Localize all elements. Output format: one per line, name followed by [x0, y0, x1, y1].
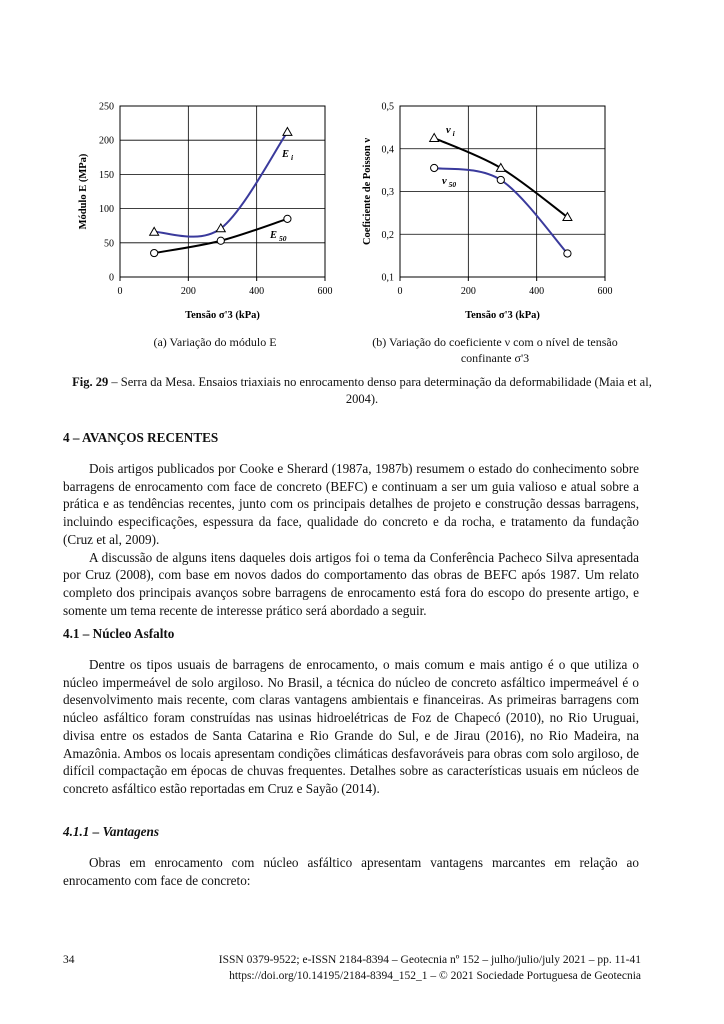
data-point-triangle [283, 127, 292, 135]
subcaption-b [350, 334, 640, 366]
y-tick-label: 50 [104, 238, 114, 250]
footer-doi: https://doi.org/10.14195/2184-8394_152_1 – © 2021 Sociedade Portuguesa de Geotecnia [229, 970, 641, 982]
y-axis-label: Módulo E (MPa) [78, 153, 89, 230]
data-point-circle [497, 176, 504, 183]
data-point-triangle [430, 134, 439, 142]
x-tick-label: 0 [117, 286, 123, 297]
x-tick-label: 200 [180, 286, 196, 297]
data-point-triangle [496, 163, 505, 171]
data-point-circle [431, 164, 438, 171]
x-axis-label: Tensão σ'3 (kPa) [465, 310, 540, 321]
x-tick-label: 200 [460, 286, 476, 297]
y-tick-label: 0,1 [381, 272, 394, 284]
subcaption-b-line1: (b) Variação do coeficiente ν com o nível de tensão [372, 335, 618, 349]
x-tick-label: 0 [397, 286, 403, 297]
y-tick-label: 0,3 [381, 187, 394, 198]
section-4-1-1-paragraph-1: Obras em enrocamento com núcleo asfáltico apresentam vantagens marcantes em relação ao enrocamento com face de concreto: [63, 855, 639, 888]
series-label [442, 176, 456, 189]
series-label [446, 125, 456, 138]
data-point-circle [217, 237, 224, 244]
footer-issn: ISSN 0379-9522; e-ISSN 2184-8394 – Geotecnia nº 152 – julho/julio/july 2021 – pp. 11-41 [218, 954, 641, 966]
y-tick-label: 200 [99, 135, 114, 147]
subcaption-b-line2: confinante σ'3 [460, 351, 530, 365]
series-label-main: ν [442, 176, 447, 187]
subcaption-a-text: (a) Variação do módulo E [153, 335, 277, 349]
section-4-body [63, 460, 639, 619]
footer-page-number: 34 [63, 954, 75, 966]
section-4-heading: 4 – AVANÇOS RECENTES [63, 430, 219, 445]
section-4-1-heading: 4.1 – Núcleo Asfalto [63, 626, 175, 641]
chart-poisson-svg [352, 92, 620, 332]
series-label-main: E [282, 149, 290, 160]
chart-modulo-e-svg [70, 92, 340, 332]
x-axis-label: Tensão σ'3 (kPa) [185, 310, 260, 321]
data-point-circle [284, 215, 291, 222]
section-4-1-1-body [63, 854, 639, 889]
series-label [281, 149, 294, 162]
series-line [154, 132, 290, 237]
series-label [269, 230, 287, 243]
x-tick-label: 400 [529, 286, 545, 297]
section-4-1-paragraph-1: Dentre os tipos usuais de barragens de enrocamento, o mais comum e mais antigo é o que utiliza o núcleo impermeável de solo argiloso. No Brasil, a técnica do núcleo de concreto asfáltico impermeável é o desenvolvimento mais recente, com claras vantagens ambientais e financeiras. As primeiras barragens com núcleo asfáltico foram construídas nas usinas hidroelétricas de Foz de Chapecó (2010), no Rio Uruguai, divisa entre os estados de Santa Catarina e Rio Grande do Sul, e de Jirau (2016), no Rio Madeira, na Amazônia. Ambos os locais apresentam condições climáticas desfavoráveis para obras com solo argiloso, de difícil compactação em épocas de chuvas frequentes. Detalhes sobre as características usuais em núcleos de concreto asfáltico estão reportadas em Cruz e Sayão (2014). [63, 657, 639, 796]
series-label-subscript: i [452, 129, 455, 138]
data-point-circle [564, 250, 571, 257]
x-tick-label: 600 [597, 286, 613, 297]
figure-caption-label: Fig. 29 [72, 375, 109, 389]
series-label-subscript: 50 [448, 180, 457, 189]
chart-modulo-e [70, 92, 340, 332]
section-4-paragraph-2: A discussão de alguns itens daqueles dois artigos foi o tema da Conferência Pacheco Silva apresentada por Cruz (2008), com base em novos dados do comportamento das obras de BEFC após 1987. Um relato completo dos principais avanços sobre barragens de enrocamento está fora do escopo do presente artigo, e somente um tema recente de interesse prático será abordado a seguir. [63, 549, 639, 618]
y-tick-label: 0 [109, 272, 114, 284]
section-4-paragraph-1: Dois artigos publicados por Cooke e Sherard (1987a, 1987b) resumem o estado do conhecimento sobre barragens de enrocamento com face de concreto (BEFC) e continuam a ser um guia valioso e atual sobre a prática e as tendências recentes, junto com os principais detalhes de projeto e construção dessas barragens, incluindo especificações, espessura da face, qualidade do concreto e da rocha, e tratamento da fundação (Cruz et al, 2009). [63, 461, 639, 547]
series-label-subscript: i [291, 153, 294, 162]
x-tick-label: 400 [249, 286, 265, 297]
y-axis-label: Coeficiente de Poisson ν [362, 137, 373, 246]
series-label-subscript: 50 [279, 234, 287, 243]
figure-caption-text: – Serra da Mesa. Ensaios triaxiais no enrocamento denso para determinação da deformabilidade (Maia et al, 2004). [108, 375, 652, 406]
chart-poisson [352, 92, 620, 332]
y-tick-label: 0,5 [381, 101, 394, 113]
series-label-main: E [270, 230, 278, 241]
figure-caption [60, 374, 664, 408]
data-point-circle [151, 249, 158, 256]
series-label-main: ν [446, 125, 451, 136]
y-tick-label: 250 [99, 101, 114, 113]
y-tick-label: 100 [99, 204, 114, 216]
subcaption-a [110, 334, 320, 350]
section-4-1-1-heading: 4.1.1 – Vantagens [63, 824, 159, 839]
section-4-1-body [63, 656, 639, 798]
y-tick-label: 150 [99, 169, 114, 181]
y-tick-label: 0,4 [381, 144, 394, 156]
x-tick-label: 600 [317, 286, 333, 297]
y-tick-label: 0,2 [381, 229, 394, 241]
